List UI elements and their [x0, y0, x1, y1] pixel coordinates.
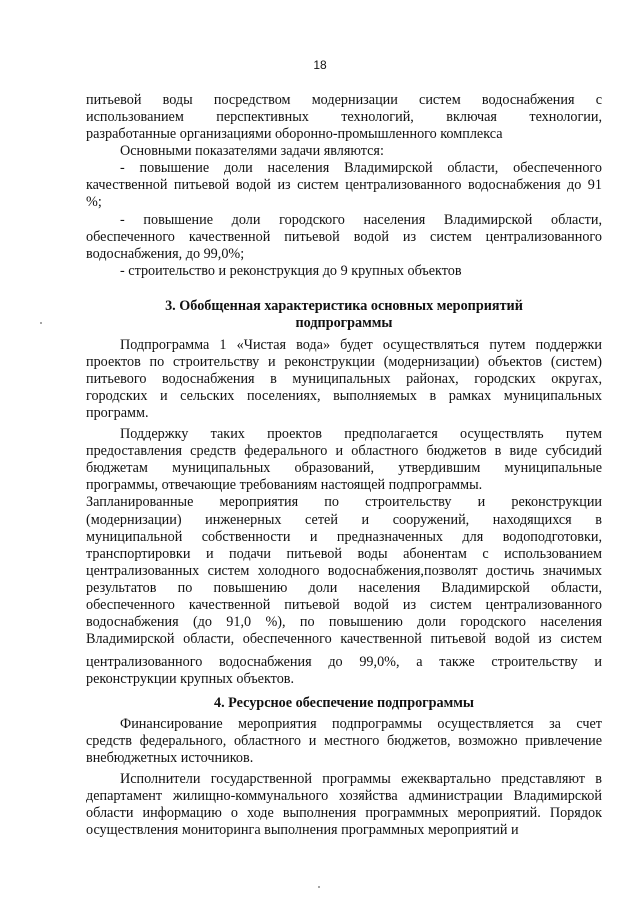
scan-artifact	[40, 322, 42, 324]
paragraph-line: Запланированные мероприятия по строительству и реконструкции	[86, 494, 602, 510]
paragraph-line: бюджетам муниципальных образований, утвердившим муниципальные	[86, 460, 602, 476]
paragraph-line: средств федерального, областного и местного бюджетов, возможно привлечение	[86, 733, 602, 749]
paragraph-line: программы, отвечающие требованиям настоящей подпрограммы.	[86, 477, 483, 493]
paragraph-line: муниципальной собственности и предназначенных для водоподготовки,	[86, 529, 602, 545]
paragraph-line: обеспеченного качественной питьевой водой из систем централизованного	[86, 597, 602, 613]
page-number: 18	[313, 58, 327, 72]
paragraph-line: Основными показателями задачи являются:	[120, 143, 384, 159]
paragraph-line: департамент жилищно-коммунального хозяйства администрации Владимирской	[86, 788, 602, 804]
paragraph-line: разработанные организациями оборонно-промышленного комплекса	[86, 126, 503, 142]
paragraph-line: использованием перспективных технологий, включая технологии,	[86, 109, 602, 125]
section-3-title: 3. Обобщенная характеристика основных мероприятий	[165, 298, 523, 314]
paragraph-line: проектов по строительству и реконструкции (модернизации) объектов (систем)	[86, 354, 602, 370]
paragraph-line: предоставления средств федерального и областного бюджетов в виде субсидий	[86, 443, 602, 459]
paragraph-line: городских и сельских поселениях, выполняемых в рамках муниципальных	[86, 388, 602, 404]
paragraph-line: питьевой воды посредством модернизации систем водоснабжения с	[86, 92, 602, 108]
bullet-line: - повышение доли населения Владимирской области, обеспеченного	[120, 160, 602, 176]
section-3-title-cont: подпрограммы	[295, 315, 393, 331]
paragraph-line: программ.	[86, 405, 149, 421]
paragraph-line: транспортировки и подачи питьевой воды абонентам с использованием	[86, 546, 602, 562]
paragraph-line: Поддержку таких проектов предполагается осуществлять путем	[120, 426, 602, 442]
paragraph-line: качественной питьевой водой из систем централизованного водоснабжения до 91	[86, 177, 602, 193]
paragraph-line: %;	[86, 194, 102, 210]
section-4-title: 4. Ресурсное обеспечение подпрограммы	[213, 695, 475, 711]
paragraph-line: осуществления мониторинга выполнения программных мероприятий и	[86, 822, 519, 838]
paragraph-line: (модернизации) инженерных сетей и сооружений, находящихся в	[86, 512, 602, 528]
paragraph-line: водоснабжения, до 99,0%;	[86, 246, 245, 262]
paragraph-line: внебюджетных источников.	[86, 750, 254, 766]
bullet-line: - строительство и реконструкция до 9 крупных объектов	[120, 263, 462, 279]
paragraph-line: питьевого водоснабжения в муниципальных районах, городских округах,	[86, 371, 602, 387]
paragraph-line: Подпрограмма 1 «Чистая вода» будет осуществляться путем поддержки	[120, 337, 602, 353]
paragraph-line: Владимирской области, обеспеченного качественной питьевой водой из систем	[86, 631, 602, 647]
paragraph-line: результатов по повышению доли населения Владимирской области,	[86, 580, 602, 596]
paragraph-line: централизованных систем холодного водоснабжения,позволят достичь значимых	[86, 563, 602, 579]
paragraph-line: обеспеченного качественной питьевой водой из систем централизованного	[86, 229, 602, 245]
paragraph-line: реконструкции крупных объектов.	[86, 671, 295, 687]
paragraph-line: водоснабжения (до 91,0 %), по повышению доли городского населения	[86, 614, 602, 630]
paragraph-line: области информацию о ходе выполнения программных мероприятий. Порядок	[86, 805, 602, 821]
paragraph-line: Исполнители государственной программы ежеквартально представляют в	[120, 771, 602, 787]
paragraph-line: Финансирование мероприятия подпрограммы осуществляется за счет	[120, 716, 602, 732]
bullet-line: - повышение доли городского населения Владимирской области,	[120, 212, 602, 228]
paragraph-line: централизованного водоснабжения до 99,0%, а также строительству и	[86, 654, 602, 670]
scan-artifact	[318, 886, 320, 888]
